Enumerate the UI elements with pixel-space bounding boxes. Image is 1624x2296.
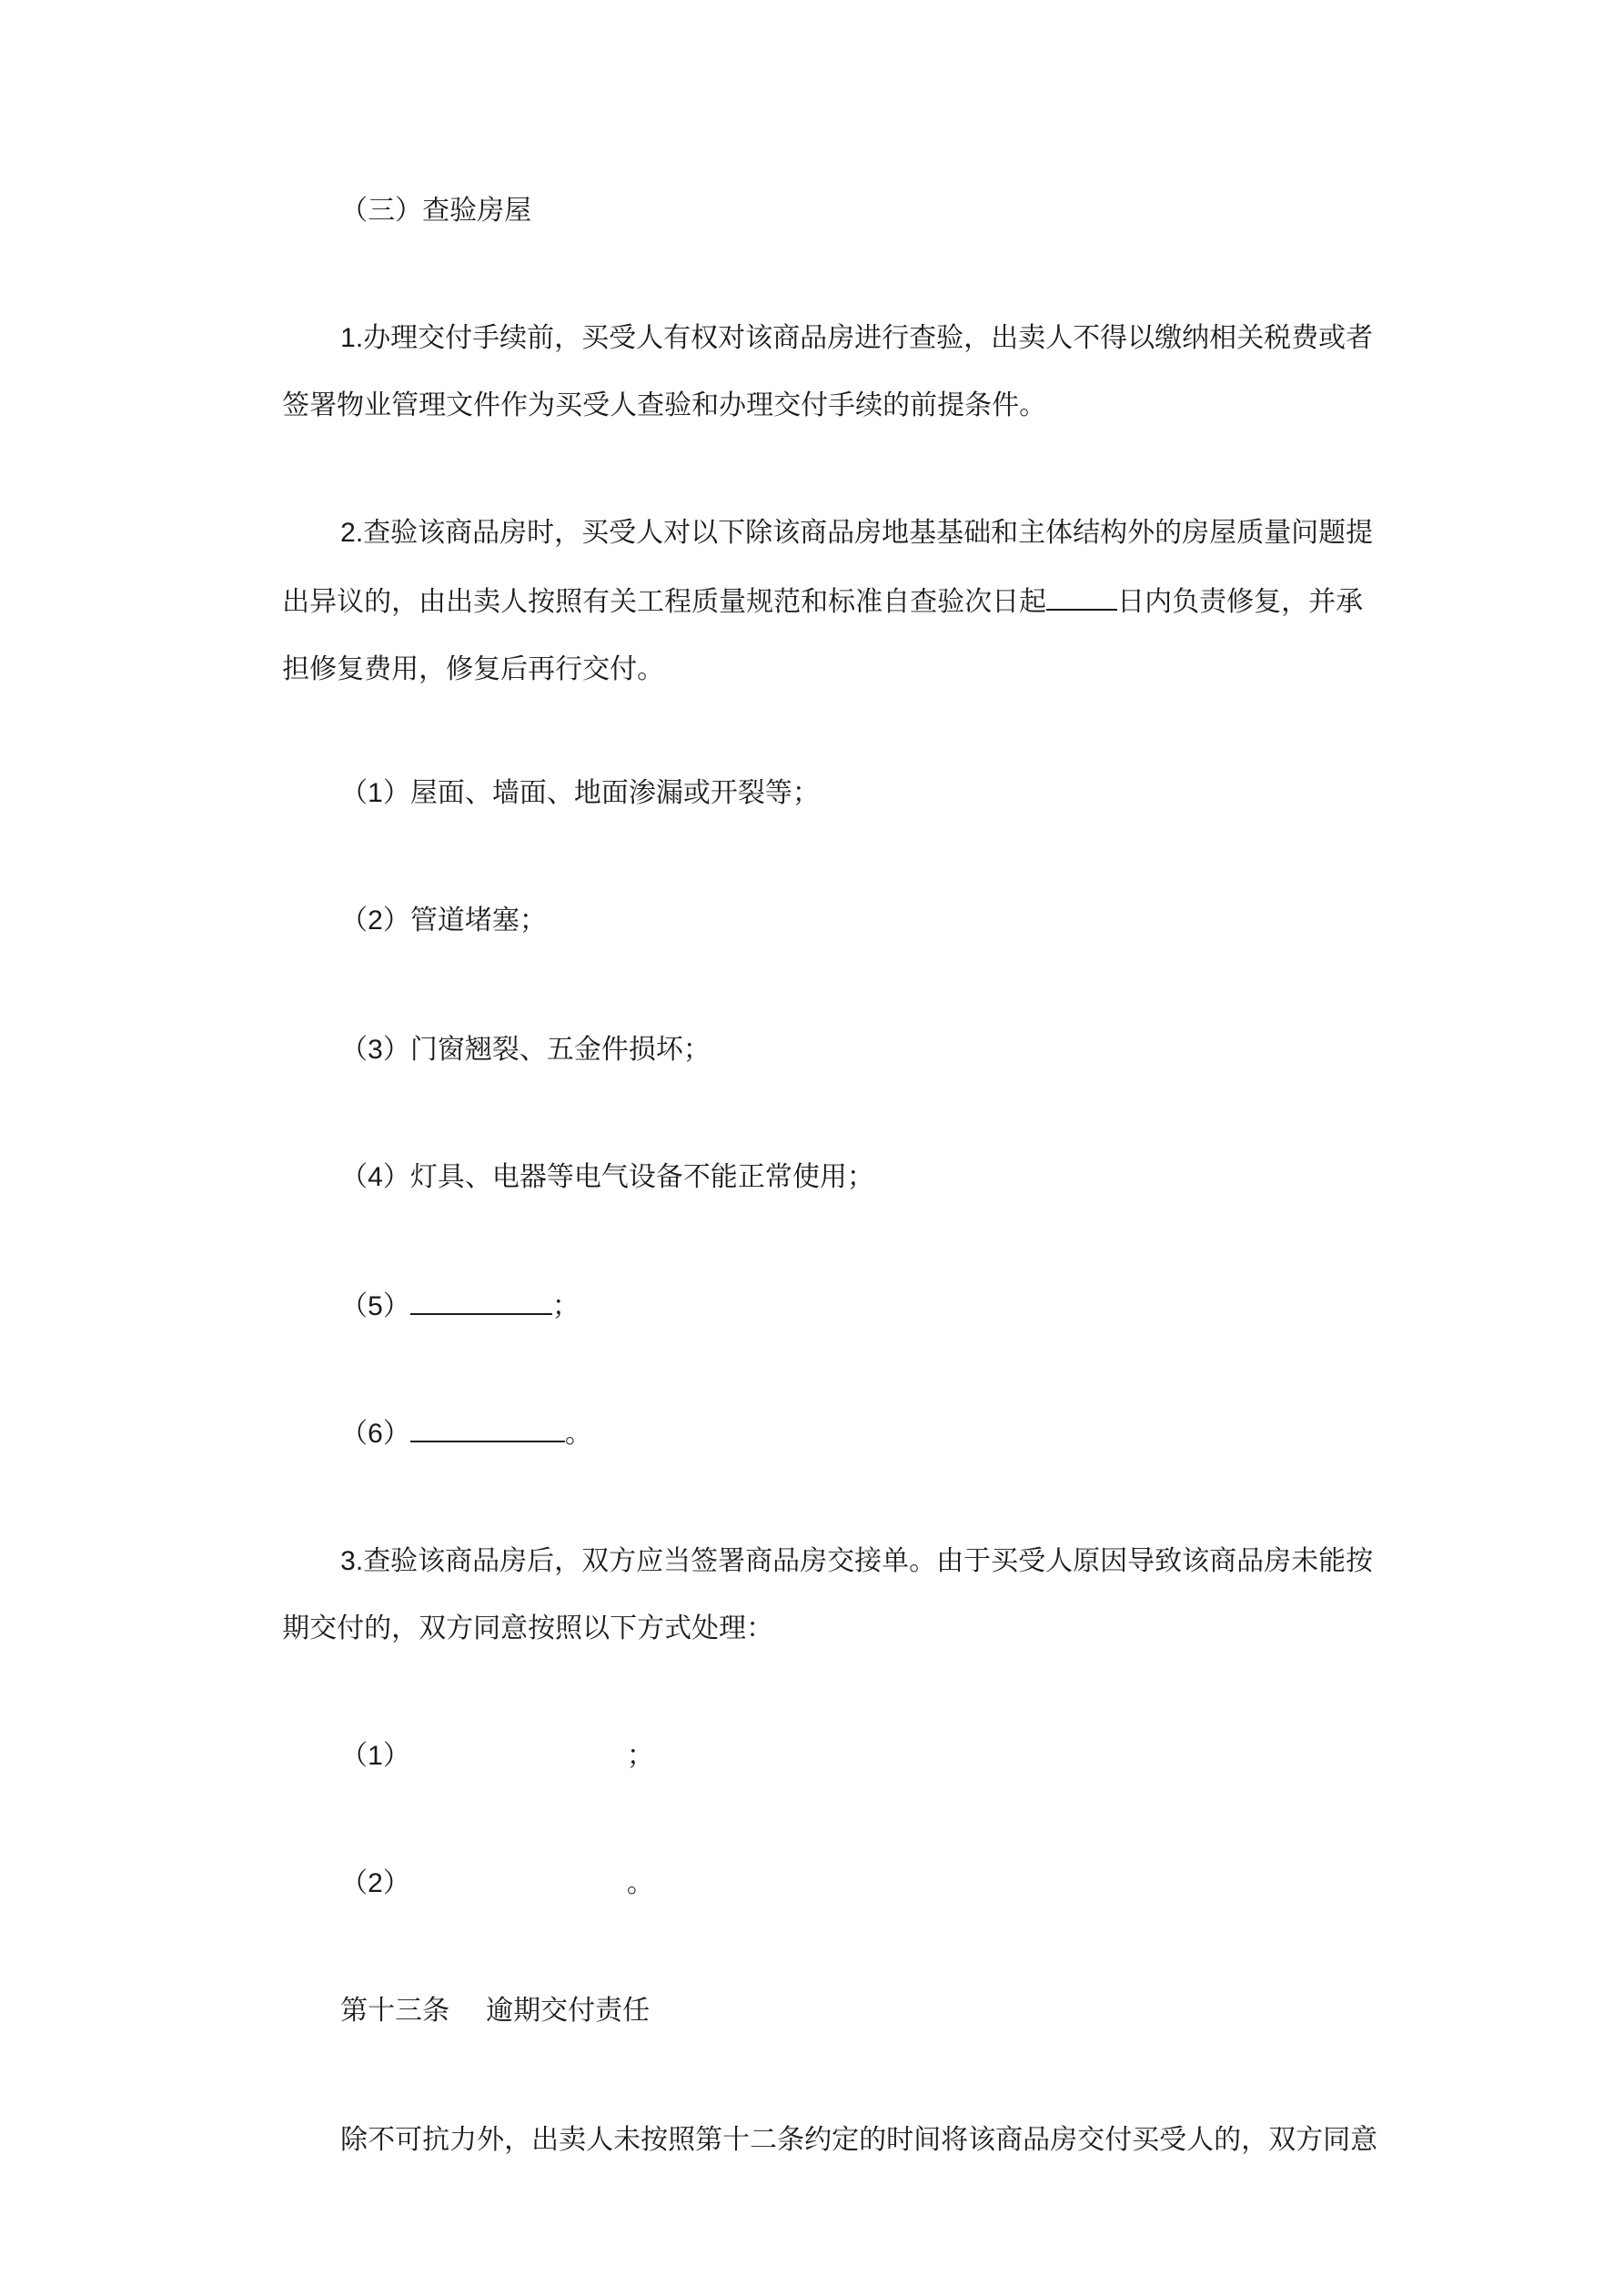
paragraph-3-line-2: 期交付的，双方同意按照以下方式处理： bbox=[282, 1613, 774, 1644]
list-item: （6） 。 bbox=[340, 1418, 592, 1450]
item-6-blank[interactable] bbox=[410, 1417, 565, 1442]
list-item: （3）门窗翘裂、五金件损坏； bbox=[340, 1034, 711, 1066]
list-item: （4）灯具、电器等电气设备不能正常使用； bbox=[340, 1161, 874, 1193]
days-blank[interactable] bbox=[1046, 585, 1117, 611]
paragraph-1-line-2: 签署物业管理文件作为买受人查验和办理交付手续的前提条件。 bbox=[282, 389, 1047, 421]
heading-inspect-house: （三）查验房屋 bbox=[340, 195, 532, 227]
article-13-paragraph: 除不可抗力外，出卖人未按照第十二条约定的时间将该商品房交付买受人的，双方同意 bbox=[340, 2124, 1378, 2156]
option-item: （1） ； bbox=[340, 1740, 654, 1772]
list-item: （5） ； bbox=[340, 1290, 580, 1322]
article-13-heading: 第十三条 逾期交付责任 bbox=[340, 1995, 651, 2027]
paragraph-3-line-1: 3.查验该商品房后，双方应当签署商品房交接单。由于买受人原因导致该商品房未能按 bbox=[340, 1545, 1374, 1577]
paragraph-1-line-1: 1.办理交付手续前，买受人有权对该商品房进行查验，出卖人不得以缴纳相关税费或者 bbox=[340, 322, 1374, 354]
list-item: （2）管道堵塞； bbox=[340, 905, 547, 936]
paragraph-2-line-3: 担修复费用，修复后再行交付。 bbox=[282, 653, 665, 685]
option-item: （2） 。 bbox=[340, 1867, 654, 1899]
item-5-blank[interactable] bbox=[410, 1290, 552, 1315]
paragraph-2-line-1: 2.查验该商品房时，买受人对以下除该商品房地基基础和主体结构外的房屋质量问题提 bbox=[340, 517, 1374, 549]
paragraph-2-line-2: 出异议的，由出卖人按照有关工程质量规范和标准自查验次日起 日内负责修复，并承 bbox=[282, 586, 1364, 618]
list-item: （1）屋面、墙面、地面渗漏或开裂等； bbox=[340, 777, 820, 809]
